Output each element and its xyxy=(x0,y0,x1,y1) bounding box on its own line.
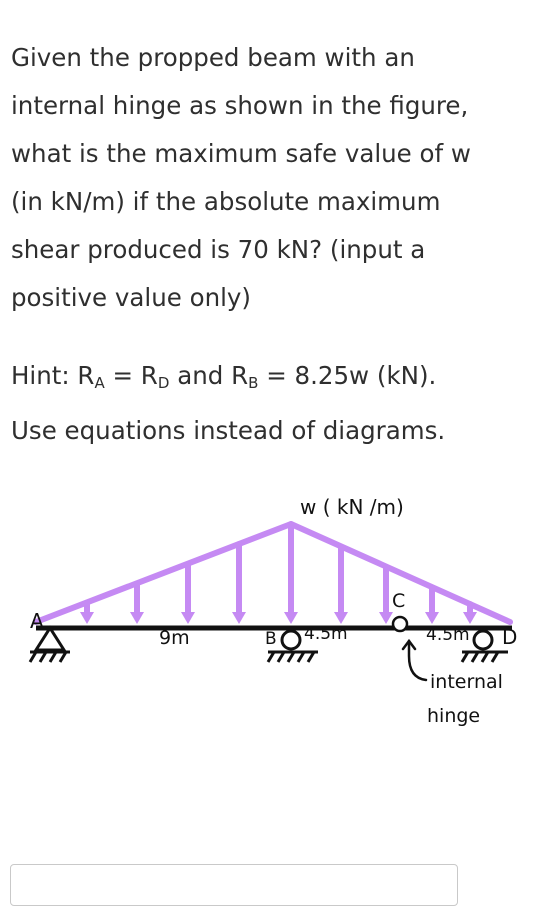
question-line: (in kN/m) if the absolute maximum xyxy=(11,187,441,216)
hinge-note-line-1: internal xyxy=(430,671,503,693)
span-cd-label: 4.5m xyxy=(426,625,470,645)
internal-hinge-c xyxy=(393,617,407,631)
answer-input[interactable] xyxy=(10,864,458,906)
hint-line-2: Use equations instead of diagrams. xyxy=(11,416,446,445)
question-line: shear produced is 70 kN? (input a xyxy=(11,235,426,264)
span-bc-label: 4.5m xyxy=(304,624,348,644)
question-line: what is the maximum safe value of w xyxy=(11,139,471,168)
label-d: D xyxy=(502,625,518,649)
hint-line-1: Hint: $R_A = R_D$ and $R_B = 8.25w$ (kN). xyxy=(11,361,437,392)
hint-text xyxy=(11,352,531,455)
question-line: positive value only) xyxy=(11,283,251,312)
span-ab-label: 9m xyxy=(159,627,190,649)
label-a: A xyxy=(30,609,44,633)
question-line: Given the propped beam with an xyxy=(11,43,415,72)
hinge-pointer xyxy=(403,641,426,680)
load-label: w ( kN /m) xyxy=(300,495,404,519)
label-c: C xyxy=(392,590,406,612)
pin-support-a xyxy=(30,628,70,662)
hinge-note-line-2: hinge xyxy=(427,705,481,727)
label-b: B xyxy=(265,629,277,649)
beam-figure xyxy=(0,478,540,778)
distributed-load xyxy=(36,524,510,624)
question-text xyxy=(11,34,531,322)
question-line: internal hinge as shown in the figure, xyxy=(11,91,469,120)
